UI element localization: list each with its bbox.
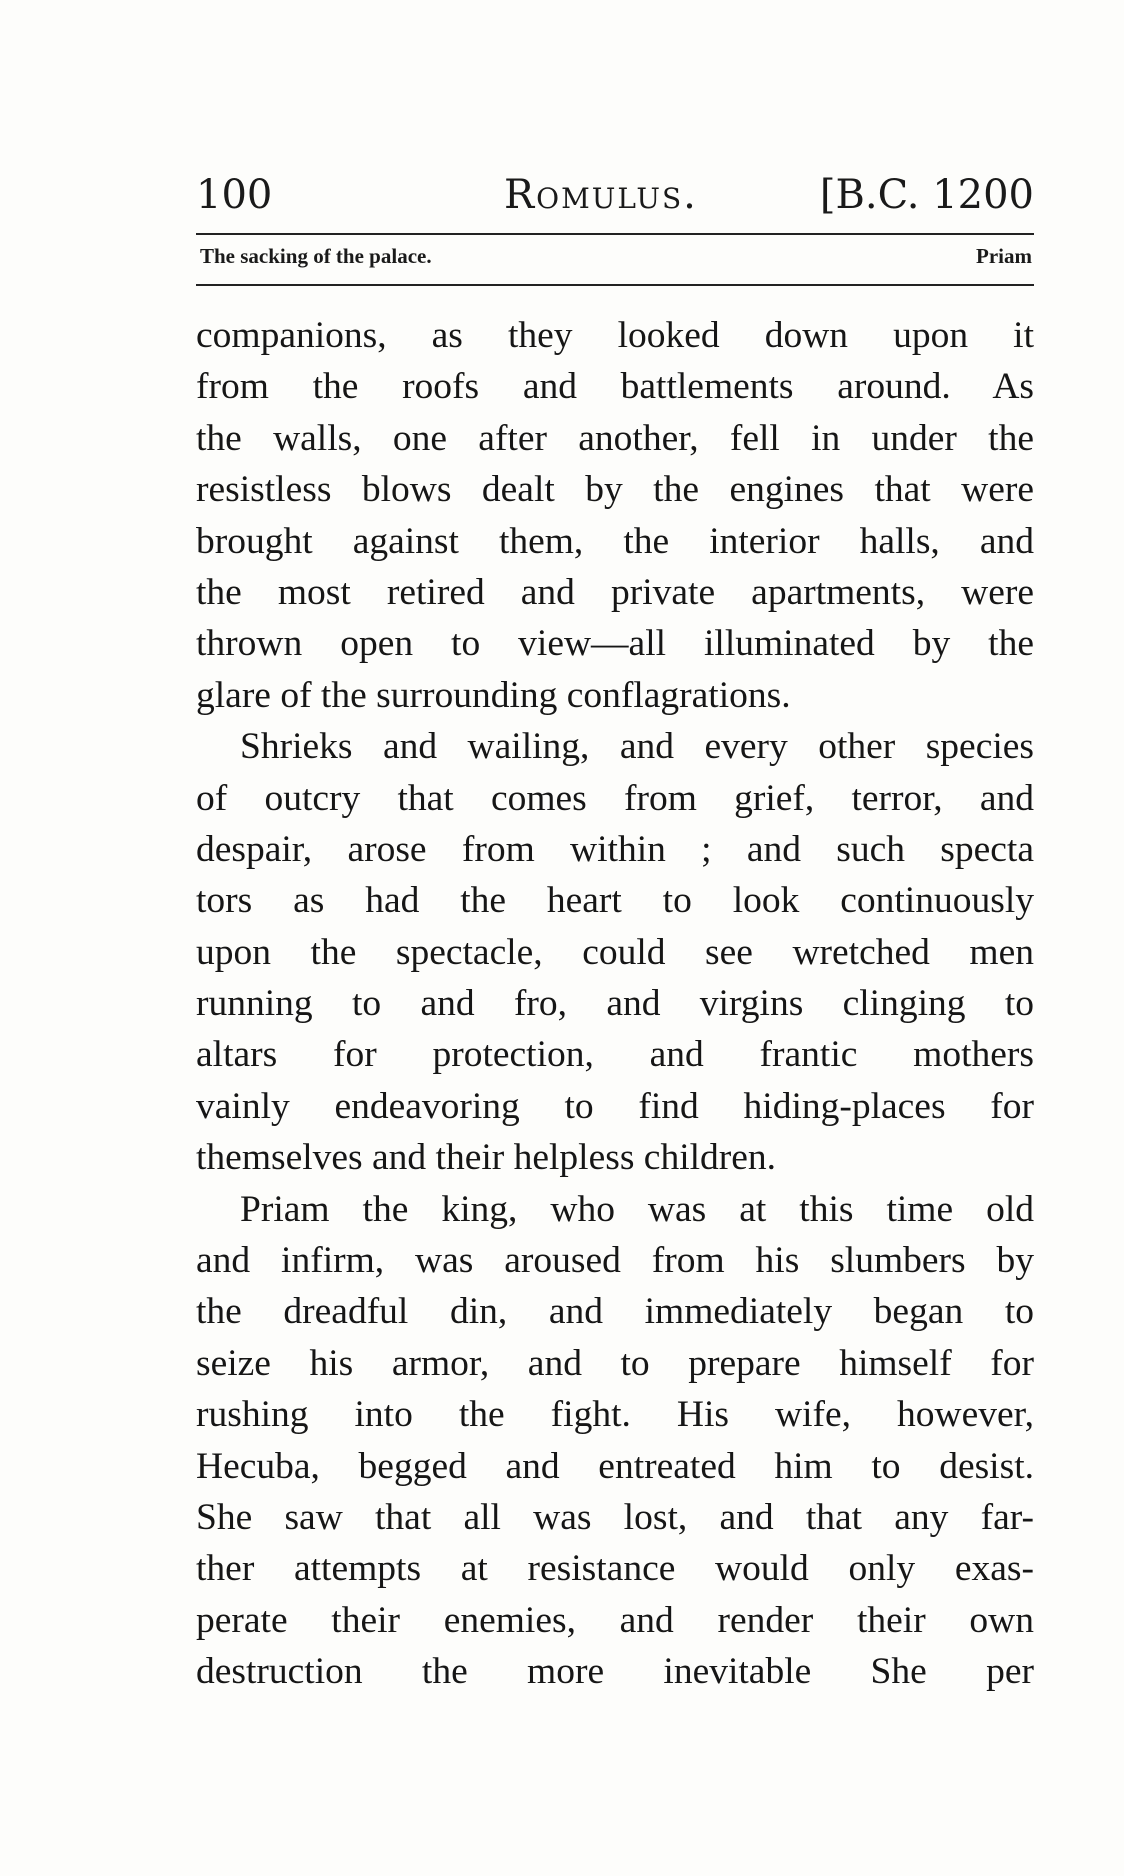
text-line: the walls, one after another, fell in under the <box>196 417 1034 459</box>
text-line: vainly endeavoring to find hiding-places for <box>196 1085 1034 1127</box>
text-line: altars for protection, and frantic mothers <box>196 1034 1034 1076</box>
paragraph-first-line: Priam the king, who was at this time old <box>240 1188 1034 1230</box>
body-text <box>196 310 1034 1698</box>
text-line: rushing into the fight. His wife, however, <box>196 1394 1034 1436</box>
text-line: tors as had the heart to look continuously <box>196 880 1034 922</box>
running-title: Romulus. <box>504 172 698 218</box>
page-number: 100 <box>196 172 273 218</box>
text-line: of outcry that comes from grief, terror, and <box>196 777 1034 819</box>
header-rule-bottom <box>196 284 1034 286</box>
text-line: the most retired and private apartments, were <box>196 571 1034 613</box>
date-mark: [B.C. 1200 <box>819 172 1034 218</box>
text-line: brought against them, the interior halls, and <box>196 520 1034 562</box>
subheader-topic: The sacking of the palace. <box>200 244 432 268</box>
text-line: Hecuba, begged and entreated him to desist. <box>196 1445 1034 1487</box>
text-line: themselves and their helpless children. <box>196 1137 777 1179</box>
section-subheader <box>200 244 1032 274</box>
text-line: companions, as they looked down upon it <box>196 315 1034 356</box>
text-line: despair, arose from within ; and such specta <box>196 828 1034 870</box>
text-line: resistless blows dealt by the engines that were <box>196 469 1034 511</box>
text-line: upon the spectacle, could see wretched men <box>196 931 1034 973</box>
text-line: the dreadful din, and immediately began to <box>196 1291 1034 1333</box>
text-line: thrown open to view—all illuminated by the <box>196 623 1034 665</box>
text-line: ther attempts at resistance would only exas- <box>196 1548 1034 1590</box>
text-line: seize his armor, and to prepare himself for <box>196 1342 1034 1384</box>
text-line: from the roofs and battlements around. As <box>196 366 1034 408</box>
paragraph-first-line: Shrieks and wailing, and every other species <box>240 726 1034 768</box>
page-header <box>196 170 1034 230</box>
text-line: perate their enemies, and render their own <box>196 1599 1034 1641</box>
subheader-keyword: Priam <box>976 244 1032 268</box>
text-line: and infirm, was aroused from his slumbers by <box>196 1240 1034 1282</box>
text-line: running to and fro, and virgins clinging to <box>196 983 1034 1025</box>
text-line: She saw that all was lost, and that any far- <box>196 1496 1034 1538</box>
text-line: destruction the more inevitable She per <box>196 1651 1034 1693</box>
text-line: glare of the surrounding conflagrations. <box>196 674 791 716</box>
header-rule-top <box>196 233 1034 235</box>
